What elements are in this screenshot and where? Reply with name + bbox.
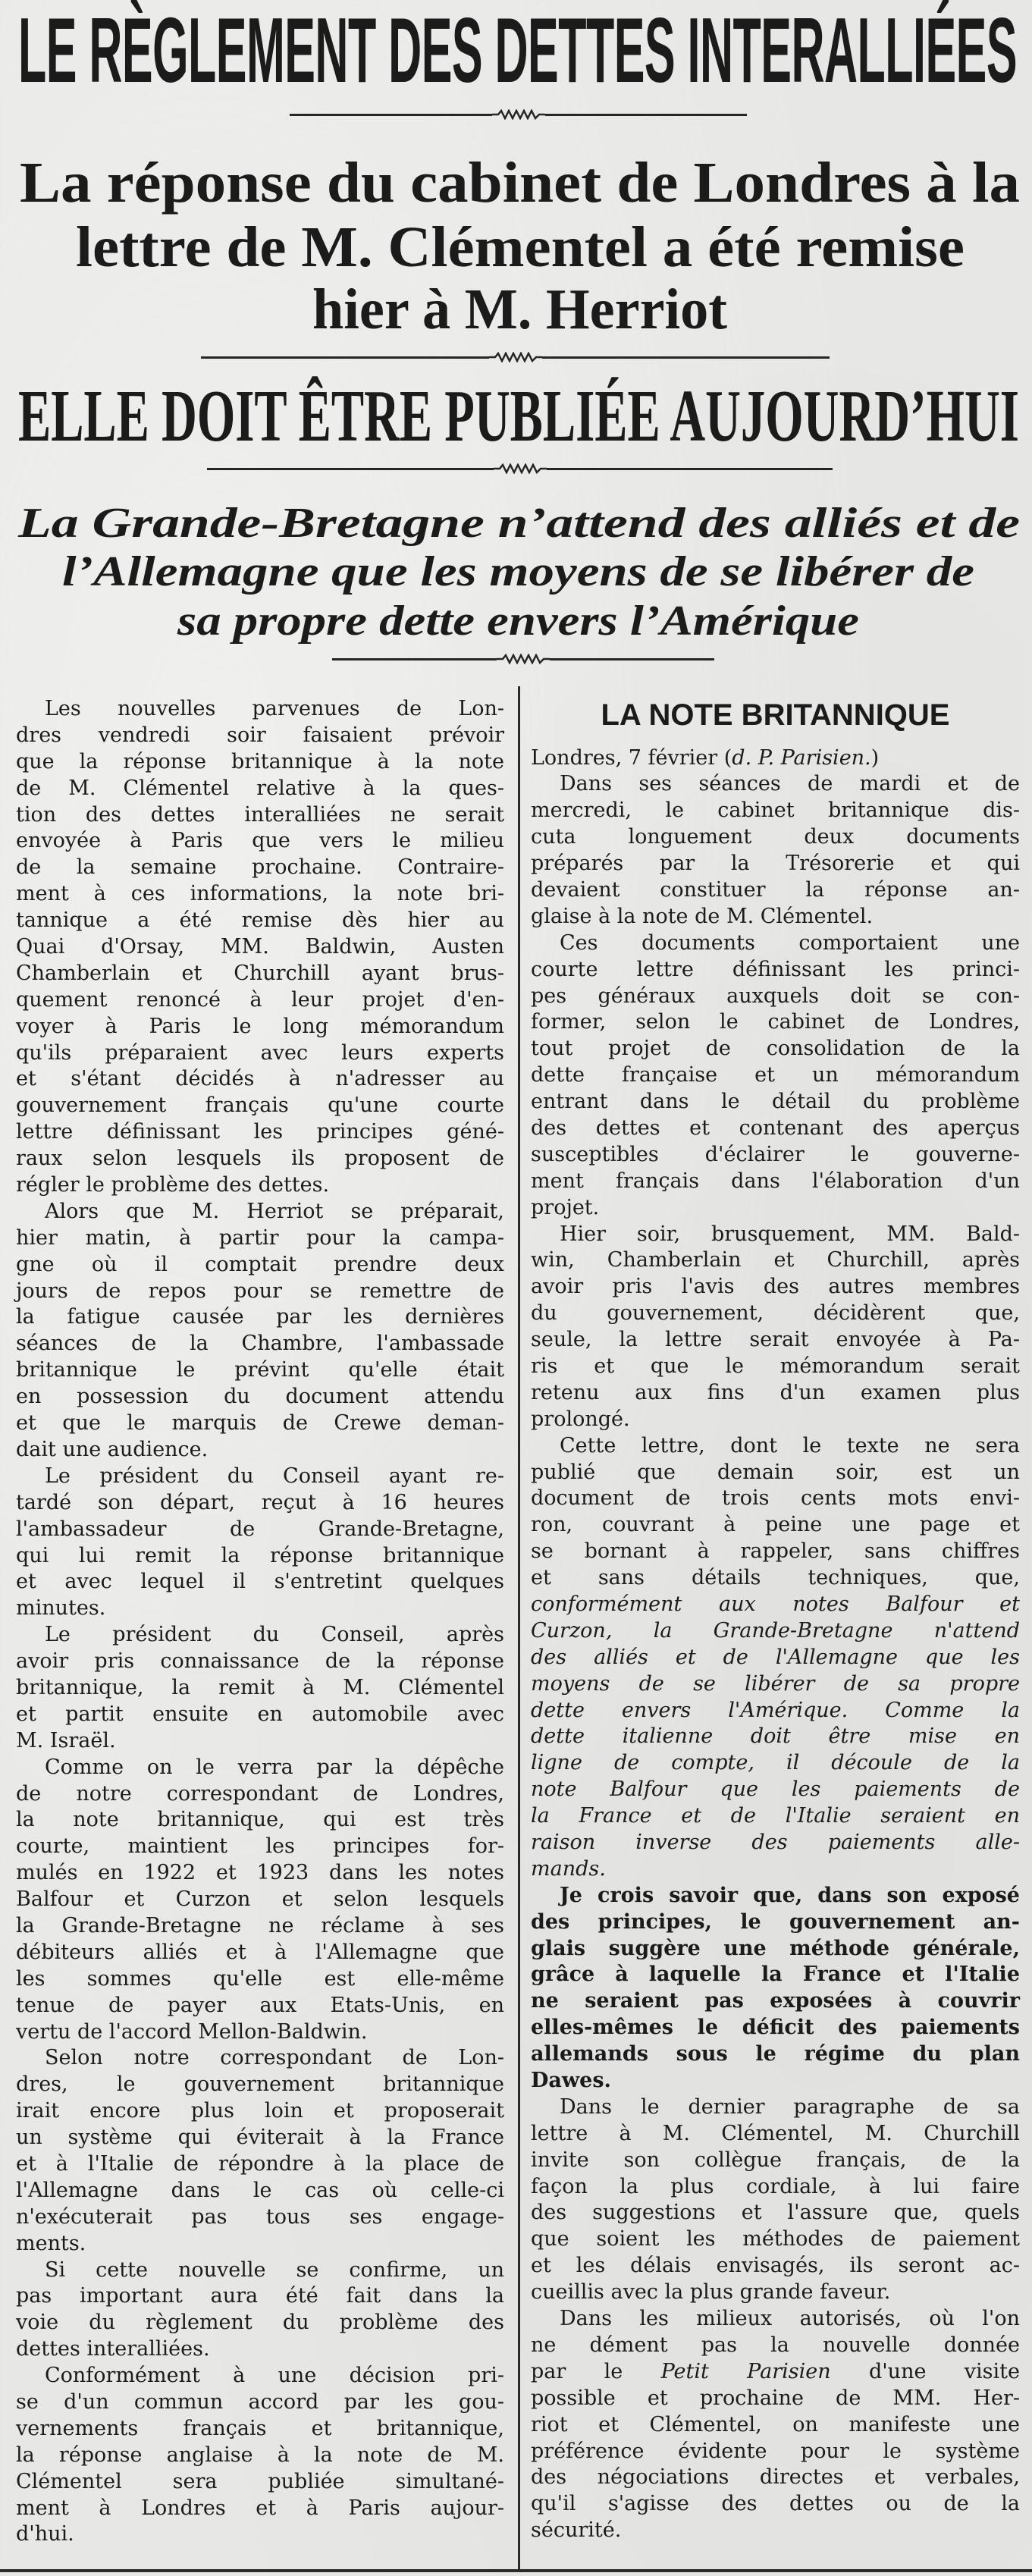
- text-line: [531, 1803, 1020, 1830]
- subtitle-line: La réponse du cabinet de Londres à la: [20, 151, 1020, 215]
- text-line: préparés par la Trésorerie et qui: [531, 852, 1020, 876]
- paragraph: [531, 771, 1020, 930]
- text-line: tannique a été remise dès hier au: [16, 908, 504, 933]
- text-line: ment à ces informations, la note bri-: [16, 882, 504, 906]
- text-line: l'ambassadeur de Grande-Bretagne,: [16, 1517, 504, 1541]
- text-line: des principes, le gouvernement an-: [531, 1909, 1020, 1934]
- italic-text: des alliés et de l'Allemagne que les: [531, 1645, 1020, 1669]
- italic-text: ligne de compte, il découle de la: [531, 1751, 1020, 1775]
- right-column-body: [531, 771, 1020, 2544]
- text-line: voyer à Paris le long mémorandum: [16, 1014, 504, 1038]
- subtitle-line: lettre de M. Clémentel a été remise: [76, 215, 965, 279]
- deck-line: sa propre dette envers l’Amérique: [177, 598, 859, 645]
- text-line: et les délais envisagés, ils seront ac-: [531, 2254, 1020, 2278]
- text-line: courte lettre définissant les princi-: [531, 957, 1020, 981]
- text-line: régler le problème des dettes.: [16, 1173, 330, 1197]
- text-line: britannique, la remit à M. Clémentel: [16, 1675, 504, 1699]
- text-line: dres vendredi soir faisaient prévoir: [16, 723, 504, 747]
- text-line: dres, le gouvernement britannique: [16, 2072, 504, 2097]
- text-line: avoir pris l'avis des autres membres: [531, 1275, 1020, 1299]
- text-line: Les nouvelles parvenues de Lon-: [45, 697, 504, 720]
- text-line: devaient constituer la réponse an-: [531, 877, 1020, 902]
- deck-line: l’Allemagne que les moyens de se libérer de: [62, 548, 974, 595]
- text-line: gouvernement français qu'une courte: [16, 1093, 504, 1118]
- text-line: Selon notre correspondant de Lon-: [45, 2046, 504, 2070]
- paragraph: [16, 1622, 504, 1754]
- text-line: Dans ses séances de mardi et de: [560, 772, 1020, 796]
- text-line: dette française et un mémorandum: [531, 1063, 1020, 1087]
- right-column-article: [531, 696, 1020, 2544]
- text-line: des dettes et contenant des aperçus: [531, 1115, 1020, 1140]
- text-line: Alors que M. Herriot se préparait,: [45, 1199, 504, 1223]
- text-line: et à l'Italie de répondre à la place de: [16, 2151, 504, 2176]
- text-line: Ces documents comportaient une: [560, 930, 1020, 955]
- paragraph: [531, 2094, 1020, 2306]
- text-line: qui lui remit la réponse britannique: [16, 1543, 504, 1567]
- text-line: ris et que le mémorandum serait: [531, 1354, 1020, 1378]
- text-line: lettre à M. Clémentel, M. Churchill: [531, 2121, 1020, 2145]
- text-line: la note britannique, qui est très: [16, 1808, 504, 1832]
- text-line: grâce à laquelle la France et l'Italie: [531, 1963, 1020, 1987]
- banner-headline: ELLE DOIT ÊTRE PUBLIÉE AUJOURD’HUI: [18, 375, 1019, 457]
- text-line: envoyée à Paris que vers le milieu: [16, 829, 504, 853]
- section-heading: LA NOTE BRITANNIQUE: [601, 698, 950, 732]
- text-line: jours de repos pour se remettre de: [16, 1279, 504, 1303]
- text-line: de la semaine prochaine. Contraire-: [16, 855, 504, 880]
- text-line: des négociations directes et verbales,: [531, 2465, 1020, 2490]
- text-line: [531, 1777, 1020, 1803]
- paragraph: [16, 2258, 504, 2364]
- text-line: voie du règlement du problème des: [16, 2311, 504, 2335]
- italic-text: note Balfour que les paiements de: [531, 1777, 1020, 1802]
- text-line: cuta longuement deux documents: [531, 825, 1020, 849]
- text-line: dait une audience.: [16, 1437, 209, 1461]
- text-line: qu'il s'agisse des dettes ou de la: [531, 2492, 1020, 2516]
- text-line: [531, 1830, 1020, 1856]
- text-line: se d'un commun accord par les gou-: [16, 2390, 504, 2414]
- text-line: projet.: [531, 1195, 600, 1219]
- text-line: et que le marquis de Crewe deman-: [16, 1411, 504, 1435]
- paragraph: [531, 1433, 1020, 1883]
- text-line: que la réponse britannique à la note: [16, 749, 504, 773]
- text-line: gne où il comptait prendre deux: [16, 1252, 504, 1276]
- text-line: débiteurs alliés et à l'Allemagne que: [16, 1940, 504, 1964]
- text-line: et sans détails techniques, que,: [531, 1566, 1020, 1590]
- text-line: possible et prochaine de MM. Her-: [531, 2386, 1020, 2410]
- text-line: ne seraient pas exposées à couvrir: [531, 1989, 1020, 2013]
- text-line: séances de la Chambre, l'ambassade: [16, 1332, 504, 1356]
- deck-line: La Grande-Bretagne n’attend des alliés et de: [18, 500, 1020, 547]
- italic-text: raison inverse des paiements alle-: [531, 1831, 1020, 1855]
- text-line: seule, la lettre serait envoyée à Pa-: [531, 1328, 1020, 1352]
- text-run: ): [870, 745, 880, 770]
- paragraph: [16, 696, 504, 1199]
- text-line: glaise à la note de M. Clémentel.: [531, 904, 874, 928]
- text-line: et avec lequel il s'entretint quelques: [16, 1570, 504, 1594]
- text-line: des suggestions et l'assure que, quels: [531, 2201, 1020, 2225]
- text-line: ment français dans l'élaboration d'un: [531, 1169, 1020, 1193]
- text-line: invite son collègue français, de la: [531, 2148, 1020, 2172]
- text-line: [531, 1698, 1020, 1724]
- text-line: de notre correspondant de Londres,: [16, 1781, 504, 1806]
- text-line: dettes interalliées.: [16, 2337, 210, 2361]
- wave-ornament-icon: [489, 352, 542, 362]
- text-line: tout projet de consolidation de la: [531, 1037, 1020, 1061]
- text-line: [531, 2359, 1020, 2386]
- text-line: Je crois savoir que, dans son exposé: [560, 1883, 1020, 1907]
- ornamental-rule: [332, 654, 714, 664]
- text-line: glais suggère une méthode générale,: [531, 1936, 1020, 1960]
- text-line: Comme on le verra par la dépêche: [45, 1755, 504, 1779]
- text-line: [531, 1618, 1020, 1645]
- dateline: [531, 745, 1020, 772]
- text-line: sécurité.: [531, 2518, 622, 2543]
- text-line: de M. Clémentel relative à la ques-: [16, 776, 504, 800]
- text-line: mercredi, le cabinet britannique dis-: [531, 799, 1020, 823]
- text-line: que soient les méthodes de paiement: [531, 2227, 1020, 2251]
- paragraph: [16, 2045, 504, 2257]
- text-line: Le président du Conseil, après: [45, 1623, 504, 1647]
- text-line: Conformément à une décision pri-: [45, 2364, 504, 2388]
- italic-text: conformément aux notes Balfour et: [531, 1592, 1020, 1616]
- ornamental-rule: [201, 352, 830, 362]
- text-line: Cette lettre, dont le texte ne sera: [560, 1433, 1020, 1457]
- text-line: les sommes qu'elle est elle-même: [16, 1966, 504, 1991]
- text-line: ments.: [16, 2231, 86, 2255]
- text-line: Balfour et Curzon et selon lesquels: [16, 1887, 504, 1912]
- text-line: quement renoncé à leur projet d'en-: [16, 987, 504, 1012]
- left-column-article: [16, 696, 504, 2548]
- text-line: minutes.: [16, 1596, 106, 1621]
- italic-text: d. P. Parisien.: [732, 745, 871, 770]
- text-line: vernements français et britannique,: [16, 2416, 504, 2440]
- text-line: Hier soir, brusquement, MM. Bald-: [560, 1222, 1020, 1246]
- text-line: allemands sous le régime du plan: [531, 2042, 1020, 2066]
- text-line: d'hui.: [16, 2522, 74, 2546]
- text-line: la réponse anglaise à la note de M.: [16, 2443, 504, 2467]
- text-line: lettre définissant les principes géné-: [16, 1120, 504, 1144]
- text-line: [531, 1856, 1020, 1883]
- text-line: [531, 1645, 1020, 1671]
- text-line: entrant dans le détail du problème: [531, 1090, 1020, 1114]
- paragraph: [16, 1464, 504, 1622]
- paragraph: [531, 2306, 1020, 2544]
- ornamental-rule: [290, 109, 747, 120]
- column-divider: [518, 686, 520, 2572]
- text-line: Dans les milieux autorisés, où l'on: [560, 2307, 1020, 2331]
- text-line: elles-mêmes le déficit des paiements: [531, 2016, 1020, 2040]
- paragraph: [16, 1199, 504, 1464]
- text-line: [531, 1592, 1020, 1618]
- wave-ornament-icon: [492, 109, 545, 120]
- text-line: courte, maintient les principes for-: [16, 1834, 504, 1859]
- text-line: la Grande-Bretagne ne réclame à ses: [16, 1913, 504, 1937]
- text-line: M. Israël.: [16, 1728, 116, 1752]
- text-line: Quai d'Orsay, MM. Baldwin, Austen: [16, 935, 504, 959]
- text-run: d'une visite: [830, 2359, 1020, 2383]
- paragraph: [531, 930, 1020, 1222]
- italic-text: moyens de se libérer de sa propre: [531, 1671, 1020, 1696]
- text-line: [531, 1671, 1020, 1698]
- text-line: façon la plus cordiale, à lui faire: [531, 2174, 1020, 2198]
- text-line: Le président du Conseil ayant re-: [45, 1464, 504, 1488]
- text-line: et s'étant décidés à n'adresser au: [16, 1067, 504, 1091]
- paragraph: [16, 2363, 504, 2548]
- wave-ornament-icon: [497, 654, 550, 664]
- text-line: la fatigue causée par les dernières: [16, 1305, 504, 1329]
- text-line: avoir pris connaissance de la réponse: [16, 1649, 504, 1674]
- paragraph: [531, 1222, 1020, 1433]
- text-line: tenue de payer aux Etats-Unis, en: [16, 1993, 504, 2017]
- paragraph: [16, 1755, 504, 2046]
- paragraph: [531, 1883, 1020, 2094]
- italic-text: dette italienne doit être mise en: [531, 1724, 1020, 1749]
- italic-text: Curzon, la Grande-Bretagne n'attend: [531, 1618, 1020, 1643]
- text-line: Chamberlain et Churchill ayant brus-: [16, 961, 504, 985]
- text-line: ne dément pas la nouvelle donnée: [531, 2333, 1020, 2357]
- text-line: du gouvernement, décidèrent que,: [531, 1301, 1020, 1326]
- text-line: britannique le prévint qu'elle était: [16, 1358, 504, 1382]
- text-line: document de trois cents mots envi-: [531, 1486, 1020, 1511]
- bottom-rule: [0, 2569, 1032, 2572]
- subtitle-line: hier à M. Herriot: [312, 278, 727, 341]
- text-line: l'Allemagne dans le cas où celle-ci: [16, 2178, 504, 2202]
- text-line: ron, couvrant à peine une page et: [531, 1513, 1020, 1537]
- ornamental-rule: [207, 463, 833, 474]
- text-run: Londres, 7 février (: [531, 745, 732, 770]
- text-run: par le: [531, 2359, 661, 2383]
- text-line: un système qui éviterait à la France: [16, 2126, 504, 2150]
- text-line: qu'ils préparaient avec leurs experts: [16, 1040, 504, 1065]
- text-line: Si cette nouvelle se confirme, un: [45, 2258, 504, 2282]
- text-line: Dans le dernier paragraphe de sa: [560, 2094, 1020, 2119]
- text-line: [531, 1750, 1020, 1777]
- text-line: cueillis avec la plus grande faveur.: [531, 2280, 891, 2305]
- text-line: irait encore plus loin et proposerait: [16, 2099, 504, 2123]
- text-line: vertu de l'accord Mellon-Baldwin.: [16, 2019, 368, 2044]
- text-line: se bornant à rappeler, sans chiffres: [531, 1539, 1020, 1564]
- text-line: susceptibles d'éclairer le gouverne-: [531, 1142, 1020, 1166]
- text-line: prolongé.: [531, 1407, 630, 1431]
- wave-ornament-icon: [494, 463, 547, 474]
- text-line: Dawes.: [531, 2069, 611, 2093]
- text-line: raux selon lesquels ils proposent de: [16, 1147, 504, 1171]
- text-line: n'exécuterait pas tous ses engage-: [16, 2204, 504, 2229]
- text-line: publié que demain soir, est un: [531, 1460, 1020, 1484]
- text-line: win, Chamberlain et Churchill, après: [531, 1248, 1020, 1272]
- text-line: et partit ensuite en automobile avec: [16, 1702, 504, 1726]
- text-line: pas important aura été fait dans la: [16, 2284, 504, 2308]
- main-headline: LE RÈGLEMENT DES DETTES INTERALLIÉES: [18, 0, 1017, 102]
- text-line: former, selon le cabinet de Londres,: [531, 1010, 1020, 1034]
- text-line: pes généraux auxquels doit se con-: [531, 984, 1020, 1008]
- text-line: riot et Clémentel, on manifeste une: [531, 2412, 1020, 2436]
- text-line: préférence évidente pour le système: [531, 2439, 1020, 2463]
- text-line: Clémentel sera publiée simultané-: [16, 2469, 504, 2493]
- text-line: retenu aux fins d'un examen plus: [531, 1380, 1020, 1404]
- text-line: mulés en 1922 et 1923 dans les notes: [16, 1861, 504, 1885]
- text-line: tion des dettes interalliées ne serait: [16, 802, 504, 827]
- text-line: en possession du document attendu: [16, 1385, 504, 1409]
- text-line: [531, 1724, 1020, 1750]
- text-line: tardé son départ, reçut à 16 heures: [16, 1490, 504, 1514]
- italic-text: la France et de l'Italie seraient en: [531, 1804, 1020, 1828]
- italic-text: dette envers l'Amérique. Comme la: [531, 1698, 1020, 1722]
- italic-text: mands.: [531, 1856, 606, 1881]
- text-line: ment à Londres et à Paris aujour-: [16, 2496, 504, 2520]
- text-line: hier matin, à partir pour la campa-: [16, 1225, 504, 1250]
- italic-text: Petit Parisien: [660, 2359, 831, 2383]
